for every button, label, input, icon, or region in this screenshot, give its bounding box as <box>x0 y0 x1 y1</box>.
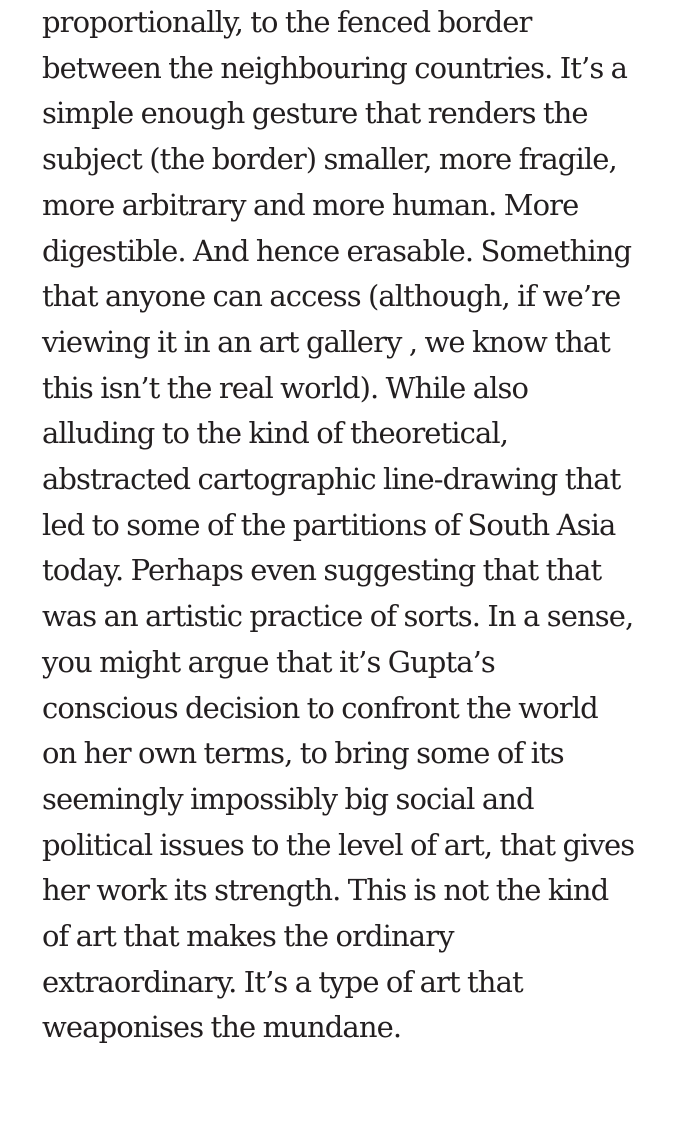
text-line: proportionally, to the fenced border <box>42 5 532 39</box>
text-line: her work its strength. This is not the kind <box>42 873 609 908</box>
text-line: viewing it in an art gallery , we know that <box>42 324 610 359</box>
text-line: was an artistic practice of sorts. In a sense, <box>42 599 634 634</box>
text-line: on her own terms, to bring some of its <box>42 736 564 771</box>
text-line: more arbitrary and more human. More <box>42 187 579 222</box>
text-line: weaponises the mundane. <box>42 1010 402 1045</box>
text-line: this isn’t the real world). While also <box>42 370 529 405</box>
text-line: alluding to the kind of theoretical, <box>42 416 509 451</box>
text-line: abstracted cartographic line-drawing that <box>42 462 621 497</box>
text-line: today. Perhaps even suggesting that that <box>42 553 602 588</box>
text-line: between the neighbouring countries. It’s a <box>42 50 628 85</box>
text-line: political issues to the level of art, that gives <box>42 827 635 862</box>
text-line: led to some of the partitions of South Asia <box>42 507 616 542</box>
text-line: subject (the border) smaller, more fragile, <box>42 142 617 177</box>
text-line: seemingly impossibly big social and <box>42 781 534 816</box>
text-line: conscious decision to confront the world <box>42 690 598 725</box>
text-line: extraordinary. It’s a type of art that <box>42 964 523 999</box>
text-line: simple enough gesture that renders the <box>42 96 588 131</box>
text-line: of art that makes the ordinary <box>42 919 454 954</box>
text-line: you might argue that it’s Gupta’s <box>42 644 495 679</box>
text-line: that anyone can access (although, if we’re <box>42 279 621 314</box>
text-line: digestible. And hence erasable. Something <box>42 233 632 268</box>
article-body-text <box>42 0 682 1051</box>
